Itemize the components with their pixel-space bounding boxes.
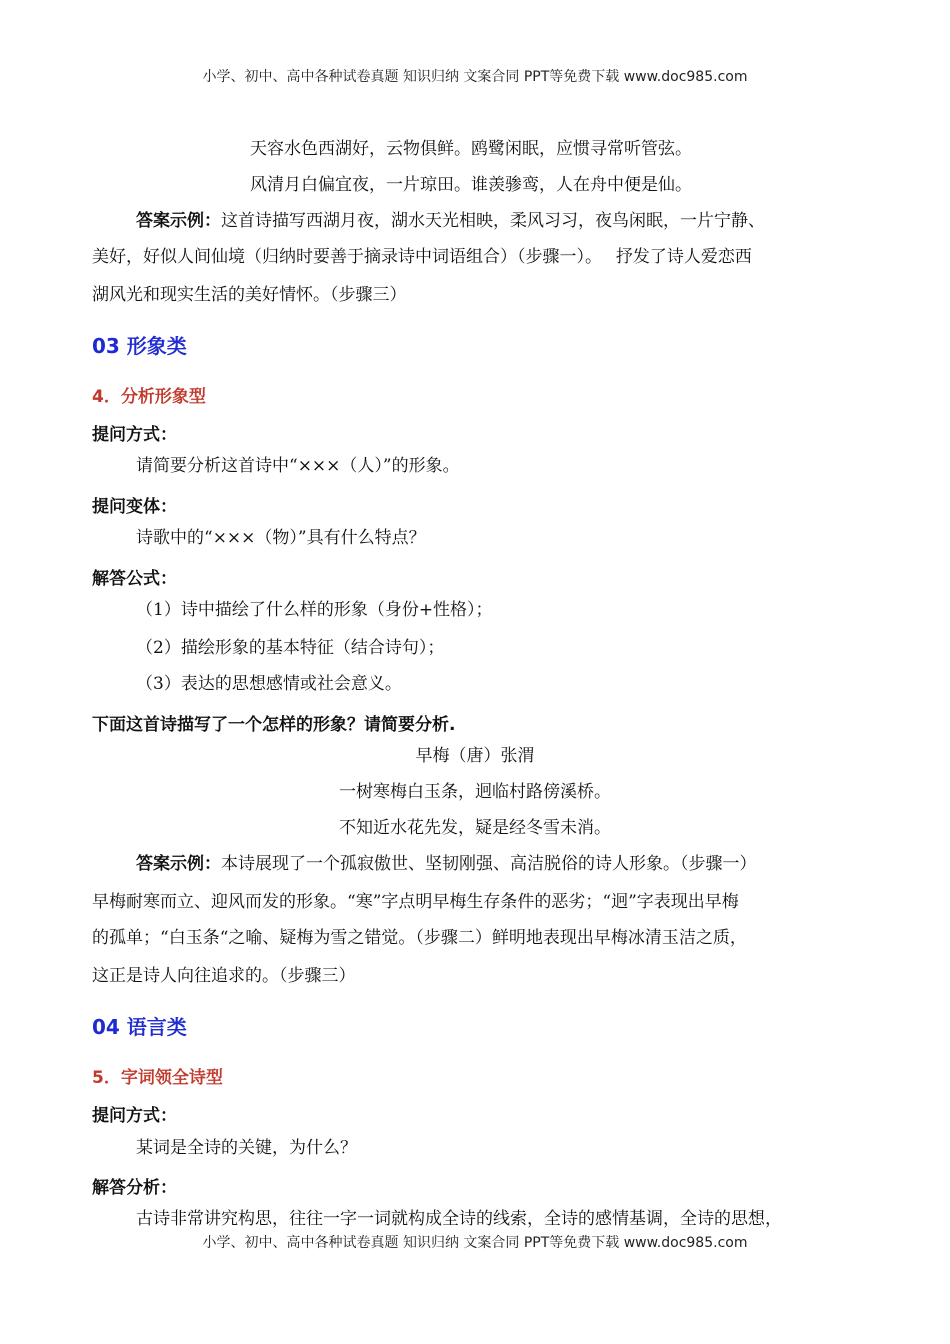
section-heading-03: 03 形象类 xyxy=(92,334,187,358)
type4-question-label: 提问方式： xyxy=(92,425,177,445)
poem2-title: 早梅（唐）张渭 xyxy=(415,746,535,766)
answer1-line1 xyxy=(136,209,765,233)
answer1-line3: 湖风光和现实生活的美好情怀。（步骤三） xyxy=(92,285,407,305)
answer2-line2: 早梅耐寒而立、迎风而发的形象。“寒”字点明早梅生存条件的恶劣；“迥”字表现出早梅 xyxy=(92,892,739,912)
type4-formula-2: （2）描绘形象的基本特征（结合诗句）； xyxy=(136,638,445,658)
type4-question: 下面这首诗描写了一个怎样的形象？请简要分析. xyxy=(92,715,456,735)
poem1-line1: 天容水色西湖好，云物俱鲜。鸥鹭闲眠，应惯寻常听管弦。 xyxy=(250,139,692,159)
type4-formula-3: （3）表达的思想感情或社会意义。 xyxy=(136,674,402,694)
answer2-line4: 这正是诗人向往追求的。（步骤三） xyxy=(92,966,356,986)
type4-question-text: 请简要分析这首诗中“×××（人）”的形象。 xyxy=(136,456,460,476)
type4-formula-label: 解答公式： xyxy=(92,569,177,589)
section-heading-04: 04 语言类 xyxy=(92,1015,187,1039)
answer2-line1 xyxy=(136,852,757,876)
type4-formula-1: （1）诗中描绘了什么样的形象（身份+性格）； xyxy=(136,600,493,620)
poem2-line2: 不知近水花先发，疑是经冬雪未消。 xyxy=(339,818,611,838)
page-footer: 小学、初中、高中各种试卷真题 知识归纳 文案合同 PPT等免费下载 www.doc985.com xyxy=(202,1235,748,1251)
type5-question-label: 提问方式： xyxy=(92,1106,177,1126)
poem1-line2: 风清月白偏宜夜，一片琼田。谁羡骖鸾，人在舟中便是仙。 xyxy=(250,175,692,195)
type5-analysis-label: 解答分析： xyxy=(92,1178,177,1198)
answer2-label: 答案示例： xyxy=(136,854,221,874)
answer2-text1: 本诗展现了一个孤寂傲世、坚韧刚强、高洁脱俗的诗人形象。（步骤一） xyxy=(221,854,757,874)
type4-variant-label: 提问变体： xyxy=(92,497,177,517)
answer1-label: 答案示例： xyxy=(136,211,221,231)
answer1-line2: 美好，好似人间仙境（归纳时要善于摘录诗中词语组合）（步骤一）。 抒发了诗人爱恋西 xyxy=(92,247,752,267)
type5-analysis-line1: 古诗非常讲究构思，往往一字一词就构成全诗的线索，全诗的感情基调，全诗的思想， xyxy=(136,1209,782,1229)
answer1-text1: 这首诗描写西湖月夜，湖水天光相映，柔风习习，夜鸟闲眠，一片宁静、 xyxy=(221,211,765,231)
type4-title: 4．分析形象型 xyxy=(92,387,206,407)
page-header: 小学、初中、高中各种试卷真题 知识归纳 文案合同 PPT等免费下载 www.doc985.com xyxy=(202,69,748,85)
poem2-line1: 一树寒梅白玉条，迥临村路傍溪桥。 xyxy=(339,782,611,802)
type5-question-text: 某词是全诗的关键，为什么？ xyxy=(136,1138,357,1158)
answer2-line3: 的孤单；“白玉条“之喻、疑梅为雪之错觉。（步骤二）鲜明地表现出早梅冰清玉洁之质， xyxy=(92,928,747,948)
type4-variant-text: 诗歌中的“×××（物）”具有什么特点？ xyxy=(136,528,426,548)
type5-title: 5．字词领全诗型 xyxy=(92,1068,223,1088)
